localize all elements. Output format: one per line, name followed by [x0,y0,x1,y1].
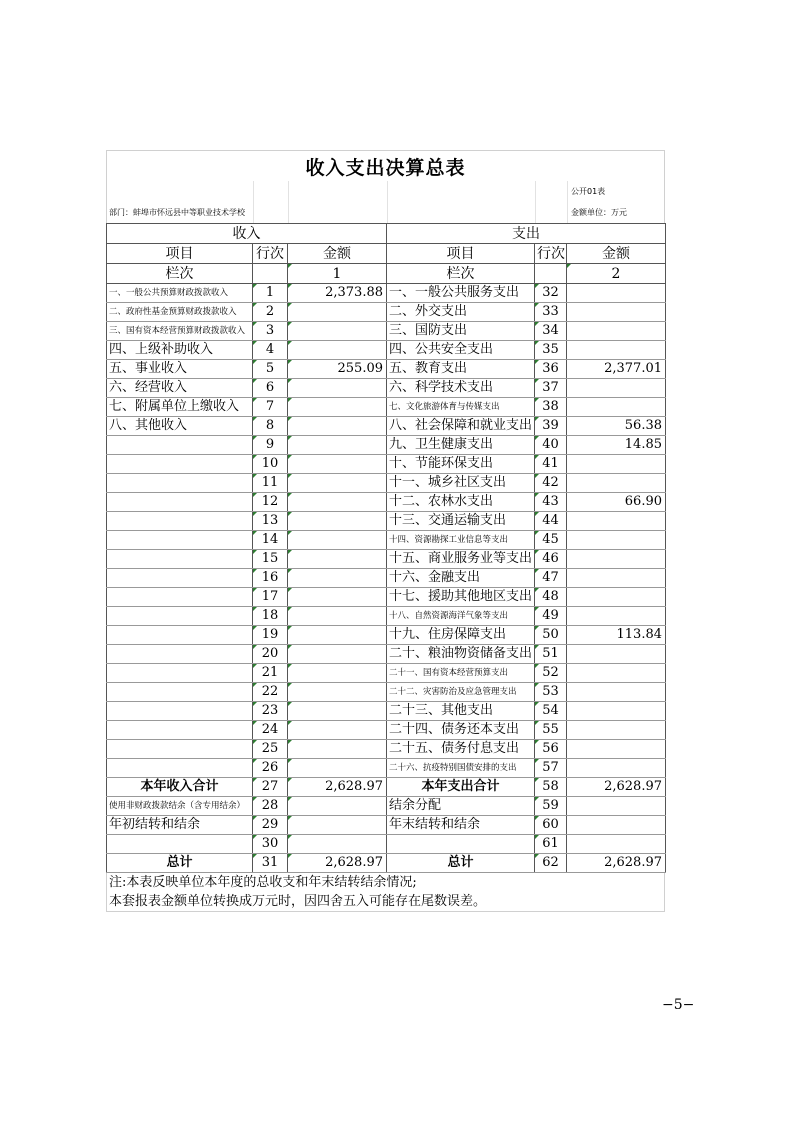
table-row [107,512,666,531]
expense-row-number: 47 [535,569,567,588]
table-row [107,607,666,626]
income-item-cell [107,493,253,512]
income-item-cell: 七、附属单位上缴收入 [107,398,253,417]
expense-row-number: 45 [535,531,567,550]
income-row-number: 8 [253,417,288,436]
table-row [107,322,666,341]
income-amount-cell [288,531,387,550]
income-amount-cell: 2,373.88 [288,284,387,303]
expense-row-number: 36 [535,360,567,379]
income-row-number: 24 [253,721,288,740]
expense-row-number: 40 [535,436,567,455]
income-amount-header: 金额 [288,244,387,264]
income-amount-cell [288,341,387,360]
income-row-number: 28 [253,797,288,816]
table-row [107,721,666,740]
income-row-number: 17 [253,588,288,607]
expense-amount-cell [567,379,666,398]
expense-item-cell: 二十二、灾害防治及应急管理支出 [387,683,535,702]
table-row [107,436,666,455]
expense-amount-cell [567,645,666,664]
income-row-number: 6 [253,379,288,398]
expense-amount-cell [567,284,666,303]
expense-row-number: 44 [535,512,567,531]
income-amount-cell [288,607,387,626]
income-amount-cell [288,398,387,417]
income-amount-cell [288,303,387,322]
income-item-cell: 三、国有资本经营预算财政拨款收入 [107,322,253,341]
income-amount-cell [288,588,387,607]
income-expense-table [106,223,666,873]
expense-item-cell: 十八、自然资源海洋气象等支出 [387,607,535,626]
income-amount-cell [288,797,387,816]
expense-row-number: 51 [535,645,567,664]
report-title: 收入支出决算总表 [106,150,665,181]
income-amount-cell [288,816,387,835]
income-item-cell: 四、上级补助收入 [107,341,253,360]
expense-item-cell: 四、公共安全支出 [387,341,535,360]
expense-item-cell [387,835,535,854]
income-row-number: 9 [253,436,288,455]
expense-amount-cell [567,664,666,683]
expense-item-cell: 十二、农林水支出 [387,493,535,512]
expense-item-cell: 十、节能环保支出 [387,455,535,474]
income-row-header: 行次 [253,244,288,264]
income-column-number: 1 [288,264,387,284]
expense-item-cell: 二十六、抗疫特别国债安排的支出 [387,759,535,778]
income-item-cell [107,626,253,645]
expense-row-number: 43 [535,493,567,512]
expense-amount-cell [567,588,666,607]
expense-amount-cell: 66.90 [567,493,666,512]
income-item-cell: 总计 [107,854,253,873]
table-row [107,854,666,873]
income-item-cell: 本年收入合计 [107,778,253,797]
table-row [107,417,666,436]
expense-item-header: 项目 [387,244,535,264]
expense-amount-cell: 113.84 [567,626,666,645]
expense-row-number: 61 [535,835,567,854]
income-amount-cell [288,455,387,474]
income-lanci-label: 栏次 [107,264,253,284]
table-row [107,759,666,778]
expense-item-cell: 十三、交通运输支出 [387,512,535,531]
expense-item-cell: 二、外交支出 [387,303,535,322]
income-amount-cell [288,835,387,854]
income-row-number: 29 [253,816,288,835]
expense-item-cell: 十七、援助其他地区支出 [387,588,535,607]
income-row-number: 15 [253,550,288,569]
income-row-number: 11 [253,474,288,493]
expense-amount-cell [567,341,666,360]
expense-row-number: 32 [535,284,567,303]
report-sheet [106,150,665,912]
table-row [107,341,666,360]
income-row-number: 21 [253,664,288,683]
expense-amount-cell [567,607,666,626]
income-item-cell [107,474,253,493]
expense-row-number: 35 [535,341,567,360]
income-item-cell: 八、其他收入 [107,417,253,436]
income-amount-cell [288,550,387,569]
income-row-number: 7 [253,398,288,417]
income-row-number: 27 [253,778,288,797]
table-row [107,493,666,512]
expense-amount-cell [567,398,666,417]
income-item-cell [107,721,253,740]
expense-item-cell: 十一、城乡社区支出 [387,474,535,493]
expense-row-number: 42 [535,474,567,493]
table-row [107,664,666,683]
department-label: 部门：蚌埠市怀远县中等职业技术学校 [109,208,245,217]
income-amount-cell [288,379,387,398]
footnotes [106,873,665,912]
income-amount-cell: 2,628.97 [288,854,387,873]
expense-row-number: 60 [535,816,567,835]
expense-amount-cell: 14.85 [567,436,666,455]
expense-item-cell: 九、卫生健康支出 [387,436,535,455]
expense-amount-cell: 56.38 [567,417,666,436]
footnote-2: 本套报表金额单位转换成万元时，因四舍五入可能存在尾数误差。 [109,894,487,909]
expense-row-number: 53 [535,683,567,702]
income-item-cell [107,436,253,455]
column-number-row [107,264,666,284]
income-amount-cell [288,759,387,778]
table-row [107,284,666,303]
table-row [107,702,666,721]
expense-row-number: 62 [535,854,567,873]
income-item-cell [107,550,253,569]
expense-item-cell: 本年支出合计 [387,778,535,797]
expense-item-cell: 二十一、国有资本经营预算支出 [387,664,535,683]
income-row-number: 19 [253,626,288,645]
expense-amount-cell [567,702,666,721]
expense-row-number: 57 [535,759,567,778]
expense-row-number: 56 [535,740,567,759]
table-row [107,379,666,398]
footnote-1: 注:本表反映单位本年度的总收支和年末结转结余情况; [109,875,417,890]
income-item-cell [107,588,253,607]
expense-item-cell: 十九、住房保障支出 [387,626,535,645]
table-row [107,550,666,569]
expense-amount-cell [567,531,666,550]
expense-row-number: 39 [535,417,567,436]
income-amount-cell [288,436,387,455]
table-row [107,398,666,417]
income-amount-cell [288,569,387,588]
expense-row-number: 41 [535,455,567,474]
expense-item-cell: 年末结转和结余 [387,816,535,835]
income-row-number: 31 [253,854,288,873]
expense-item-cell: 八、社会保障和就业支出 [387,417,535,436]
income-item-cell: 五、事业收入 [107,360,253,379]
income-item-cell [107,702,253,721]
income-amount-cell [288,322,387,341]
income-row-number: 4 [253,341,288,360]
expense-item-cell: 十五、商业服务业等支出 [387,550,535,569]
income-amount-cell [288,683,387,702]
expense-row-number: 37 [535,379,567,398]
income-amount-cell: 255.09 [288,360,387,379]
table-row [107,531,666,550]
income-row-number: 1 [253,284,288,303]
expense-amount-cell [567,455,666,474]
income-row-number: 18 [253,607,288,626]
expense-row-number: 50 [535,626,567,645]
income-item-cell [107,759,253,778]
income-row-number: 20 [253,645,288,664]
expense-amount-cell [567,759,666,778]
expense-amount-cell: 2,628.97 [567,854,666,873]
income-row-number: 30 [253,835,288,854]
section-header-row [107,224,666,244]
income-item-cell: 使用非财政拨款结余（含专用结余） [107,797,253,816]
column-header-row [107,244,666,264]
expense-column-number: 2 [567,264,666,284]
department-row [106,202,665,223]
expense-row-number: 49 [535,607,567,626]
table-row [107,588,666,607]
income-amount-cell [288,721,387,740]
expense-amount-cell [567,550,666,569]
income-item-cell [107,512,253,531]
income-item-cell [107,683,253,702]
expense-item-cell: 十四、资源勘探工业信息等支出 [387,531,535,550]
income-amount-cell [288,702,387,721]
income-item-header: 项目 [107,244,253,264]
income-amount-cell [288,417,387,436]
expense-item-cell: 三、国防支出 [387,322,535,341]
expense-amount-cell [567,322,666,341]
form-code: 公开01表 [571,187,606,196]
expense-item-cell: 二十三、其他支出 [387,702,535,721]
expense-item-cell: 七、文化旅游体育与传媒支出 [387,398,535,417]
expense-amount-cell [567,474,666,493]
income-item-cell: 年初结转和结余 [107,816,253,835]
expense-row-number: 46 [535,550,567,569]
income-amount-cell [288,664,387,683]
income-item-cell: 二、政府性基金预算财政拨款收入 [107,303,253,322]
expense-row-number: 55 [535,721,567,740]
expense-item-cell: 结余分配 [387,797,535,816]
income-item-cell [107,835,253,854]
income-row-number: 10 [253,455,288,474]
income-row-number: 12 [253,493,288,512]
expense-amount-cell [567,721,666,740]
form-code-row [106,181,665,202]
income-item-cell: 六、经营收入 [107,379,253,398]
expense-amount-cell [567,797,666,816]
income-amount-cell: 2,628.97 [288,778,387,797]
table-row [107,645,666,664]
table-row [107,455,666,474]
income-row-number: 16 [253,569,288,588]
table-row [107,683,666,702]
income-item-cell [107,531,253,550]
income-row-number: 3 [253,322,288,341]
income-item-cell [107,569,253,588]
income-amount-cell [288,626,387,645]
expense-item-cell: 二十、粮油物资储备支出 [387,645,535,664]
table-row [107,626,666,645]
income-item-cell [107,455,253,474]
expense-row-number: 38 [535,398,567,417]
income-item-cell [107,740,253,759]
income-row-number: 26 [253,759,288,778]
expense-item-cell: 十六、金融支出 [387,569,535,588]
expense-item-cell: 一、一般公共服务支出 [387,284,535,303]
income-amount-cell [288,474,387,493]
expense-row-number: 48 [535,588,567,607]
expense-item-cell: 二十四、债务还本支出 [387,721,535,740]
page-number: −5− [662,997,695,1013]
income-row-number: 2 [253,303,288,322]
table-row [107,816,666,835]
table-row [107,778,666,797]
expense-amount-cell [567,303,666,322]
expense-amount-cell [567,835,666,854]
income-row-number: 23 [253,702,288,721]
income-row-number: 13 [253,512,288,531]
table-row [107,797,666,816]
expense-amount-cell [567,816,666,835]
table-row [107,303,666,322]
table-row [107,474,666,493]
income-row-number: 22 [253,683,288,702]
expense-amount-cell [567,512,666,531]
expense-amount-cell: 2,628.97 [567,778,666,797]
expense-row-number: 58 [535,778,567,797]
expense-amount-cell [567,740,666,759]
expense-row-number: 33 [535,303,567,322]
income-amount-cell [288,740,387,759]
income-row-number: 25 [253,740,288,759]
expense-amount-cell: 2,377.01 [567,360,666,379]
income-item-cell [107,607,253,626]
income-row-number: 14 [253,531,288,550]
table-row [107,835,666,854]
income-section-label: 收入 [107,224,387,244]
expense-amount-header: 金额 [567,244,666,264]
income-amount-cell [288,512,387,531]
expense-item-cell: 总计 [387,854,535,873]
table-row [107,360,666,379]
expense-row-number: 34 [535,322,567,341]
expense-item-cell: 六、科学技术支出 [387,379,535,398]
table-row [107,740,666,759]
expense-row-header: 行次 [535,244,567,264]
expense-row-number: 59 [535,797,567,816]
expense-item-cell: 五、教育支出 [387,360,535,379]
expense-amount-cell [567,683,666,702]
income-item-cell [107,645,253,664]
income-item-cell [107,664,253,683]
income-row-number: 5 [253,360,288,379]
expense-item-cell: 二十五、债务付息支出 [387,740,535,759]
unit-label: 金额单位：万元 [571,208,627,217]
table-row [107,569,666,588]
expense-lanci-label: 栏次 [387,264,535,284]
income-amount-cell [288,645,387,664]
income-item-cell: 一、一般公共预算财政拨款收入 [107,284,253,303]
income-amount-cell [288,493,387,512]
expense-amount-cell [567,569,666,588]
expense-row-number: 52 [535,664,567,683]
expense-row-number: 54 [535,702,567,721]
expense-section-label: 支出 [387,224,666,244]
